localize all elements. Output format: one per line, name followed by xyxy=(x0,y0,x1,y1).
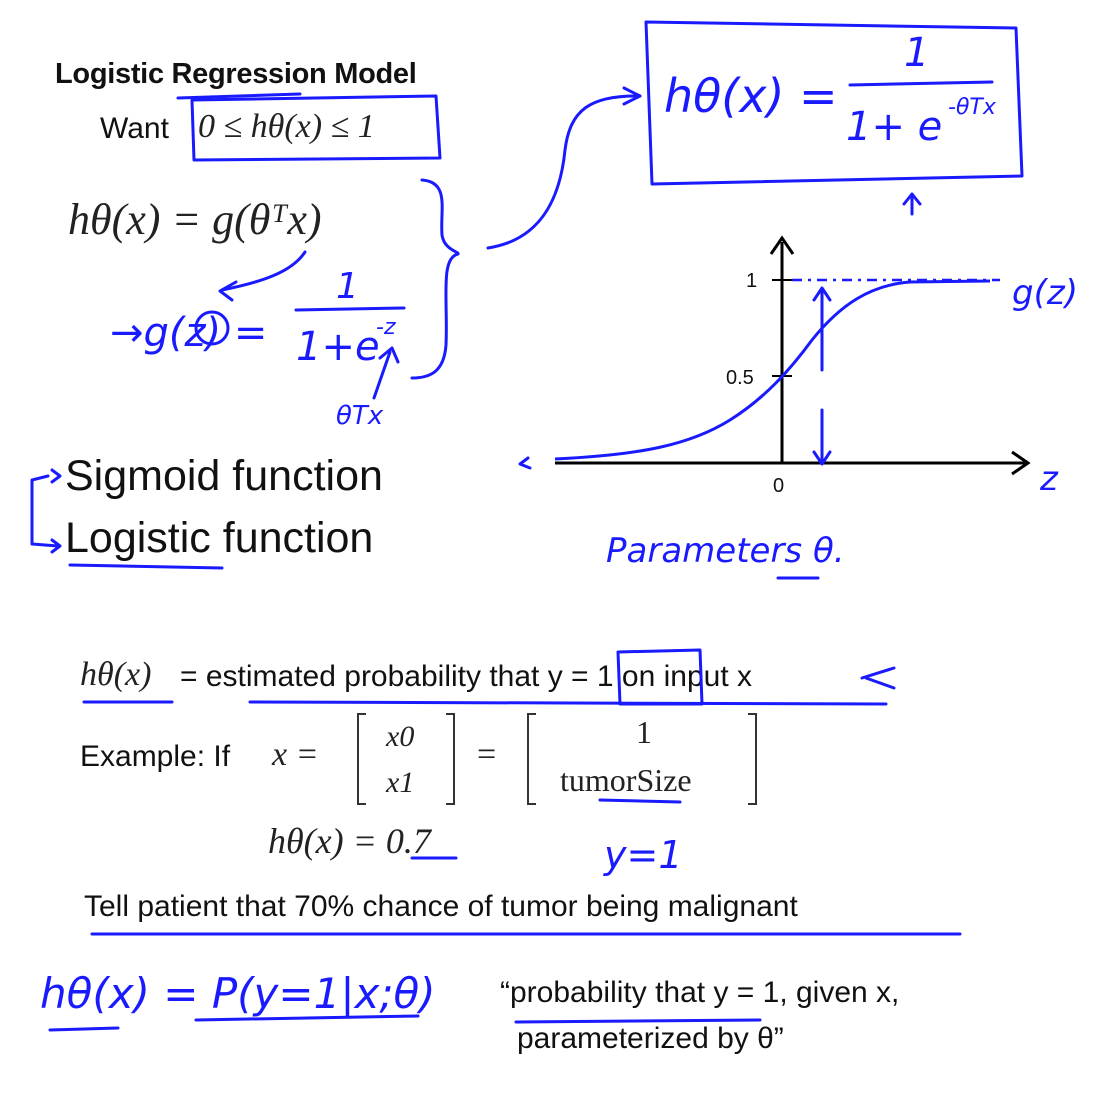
sigmoid-left-arrows xyxy=(32,476,58,546)
logistic-function-label: Logistic function xyxy=(65,514,374,562)
sigmoid-function-label: Sigmoid function xyxy=(65,452,383,500)
y-eq-1-box xyxy=(618,650,702,704)
graph-label-0: 0 xyxy=(773,475,785,497)
quote-line-2: parameterized by θ” xyxy=(517,1022,784,1055)
graph-label-1: 1 xyxy=(746,270,758,292)
box-formula-num: 1 xyxy=(904,30,930,76)
g-den: 1+e xyxy=(296,324,380,370)
vector-equals: = xyxy=(477,736,497,773)
h-value-example: hθ(x) = 0.7 xyxy=(268,821,431,861)
quote-line-1: “probability that y = 1, given x, xyxy=(500,976,900,1009)
interpretation-text: = estimated probability that y = 1 on input x xyxy=(180,660,753,693)
slide-title: Logistic Regression Model xyxy=(55,58,417,90)
y-eq-1-note: y=1 xyxy=(604,833,683,877)
g-num: 1 xyxy=(336,266,359,307)
box-formula-lhs: hθ(x) = xyxy=(664,69,838,123)
interpretation-hx: hθ(x) xyxy=(80,656,152,693)
box-formula-exp: -θTx xyxy=(948,95,996,120)
want-inequality: 0 ≤ hθ(x) ≤ 1 xyxy=(198,108,375,145)
want-box xyxy=(192,96,440,160)
theta-tx-note: θTx xyxy=(336,401,384,431)
sigmoid-curve xyxy=(555,281,990,459)
example-x-equals: x = xyxy=(272,736,319,773)
tell-patient-text: Tell patient that 70% chance of tumor being malignant xyxy=(84,890,798,923)
graph-label-half: 0.5 xyxy=(726,367,754,389)
parameters-note: Parameters θ. xyxy=(606,531,845,571)
handwritten-annotations xyxy=(32,22,1022,1030)
vector-x0: x0 xyxy=(386,720,415,753)
g-z-def: →g(z) = xyxy=(110,310,268,356)
curly-brace xyxy=(412,180,458,378)
want-label: Want xyxy=(100,112,169,145)
hypothesis-definition: hθ(x) = g(θᵀx) xyxy=(68,195,322,244)
vector-tumor-size: tumorSize xyxy=(560,762,692,798)
box-formula-den: 1+ e xyxy=(846,104,943,150)
z-axis-label: z xyxy=(1040,459,1058,499)
brace-to-box-arrow xyxy=(488,96,640,248)
vector-x1: x1 xyxy=(386,766,415,799)
vector-one: 1 xyxy=(636,714,652,750)
example-label: Example: If xyxy=(80,740,231,773)
g-exp: -z xyxy=(376,315,396,340)
sigmoid-graph xyxy=(555,238,1028,497)
gz-curve-label: g(z) xyxy=(1012,273,1078,313)
vector-brackets xyxy=(358,714,756,804)
logistic-underline xyxy=(70,565,222,568)
prob-def-note: hθ(x) = P(y=1|x;θ) xyxy=(40,969,436,1018)
